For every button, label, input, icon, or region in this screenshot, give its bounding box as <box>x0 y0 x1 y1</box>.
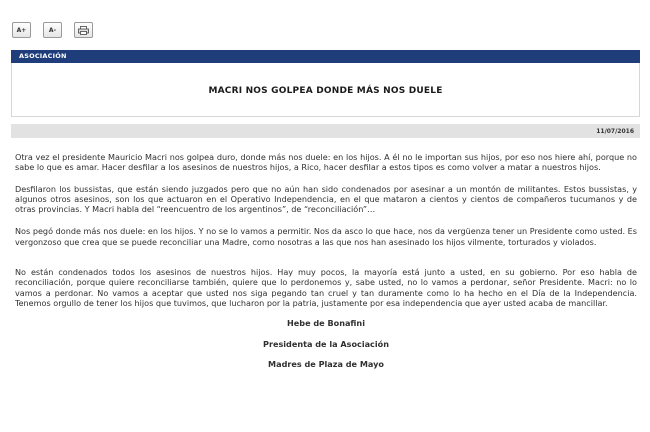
article-paragraph-2: Desfilaron los bussistas, que están siendo juzgados pero que no aún han sido condenados por asesinar a un montón de militantes. Estos bussistas, y algunos otros asesinos, son los que actuaron en el Operativo Independencia, en el que mataron a cientos y cientos de compañeros tucumanos y de otras provincias. Y Macri habla del “reencuentro de los argentinos”, de “reconciliación”… <box>15 183 637 215</box>
section-label: ASOCIACIÓN <box>19 52 67 60</box>
signature-name: Hebe de Bonafini <box>287 318 365 329</box>
article-paragraph-3: Nos pegó donde más nos duele: en los hijos. Y no se lo vamos a permitir. Nos da asco lo que hace, nos da vergüenza tener un Presidente como usted. Es vergonzoso que crea que se puede reconciliar una Madre, como nosotras a las que nos han asesinado los hijos vilmente, torturados y violados. <box>15 226 637 247</box>
section-header <box>11 50 640 63</box>
date-bar <box>11 124 640 138</box>
article-title: MACRI NOS GOLPEA DONDE MÁS NOS DUELE <box>208 85 443 96</box>
title-box <box>11 63 640 117</box>
article-paragraph-1: Otra vez el presidente Mauricio Macri nos golpea duro, donde más nos duele: en los hijos. A él no le importan sus hijos, por eso nos hiere ahí, porque no sabe lo que es amar. Hacer desfilar a los asesinos de nuestros hijos, a Rico, hacer desfilar a estos tipos es como volver a matar a nuestros hijos. <box>15 152 637 173</box>
signature-role: Presidenta de la Asociación <box>263 338 389 349</box>
print-button[interactable] <box>74 22 93 38</box>
increase-font-button[interactable] <box>12 22 31 38</box>
article-body <box>15 152 637 379</box>
article-date: 11/07/2016 <box>596 127 634 135</box>
decrease-font-label: A- <box>48 26 57 34</box>
increase-font-label: A+ <box>16 26 27 34</box>
print-icon <box>78 26 89 35</box>
signature-organization: Madres de Plaza de Mayo <box>268 358 384 369</box>
decrease-font-button[interactable] <box>43 22 62 38</box>
font-toolbar <box>12 22 93 38</box>
article-paragraph-4: No están condenados todos los asesinos de nuestros hijos. Hay muy pocos, la mayoría está junto a usted, en su gobierno. Por eso habla de reconciliación, porque quiere reconciliarse también, quiere que lo perdonemos y, sabe usted, no lo vamos a perdonar, señor Presidente. Macri: no lo vamos a perdonar. No vamos a aceptar que usted nos siga pegando tan cruel y tan duramente como lo ha hecho en el Día de la Independencia. Tenemos orgullo de tener los hijos que tuvimos, que lucharon por la patria, justamente por esa independencia que ayer usted acaba de mancillar. <box>15 267 637 308</box>
